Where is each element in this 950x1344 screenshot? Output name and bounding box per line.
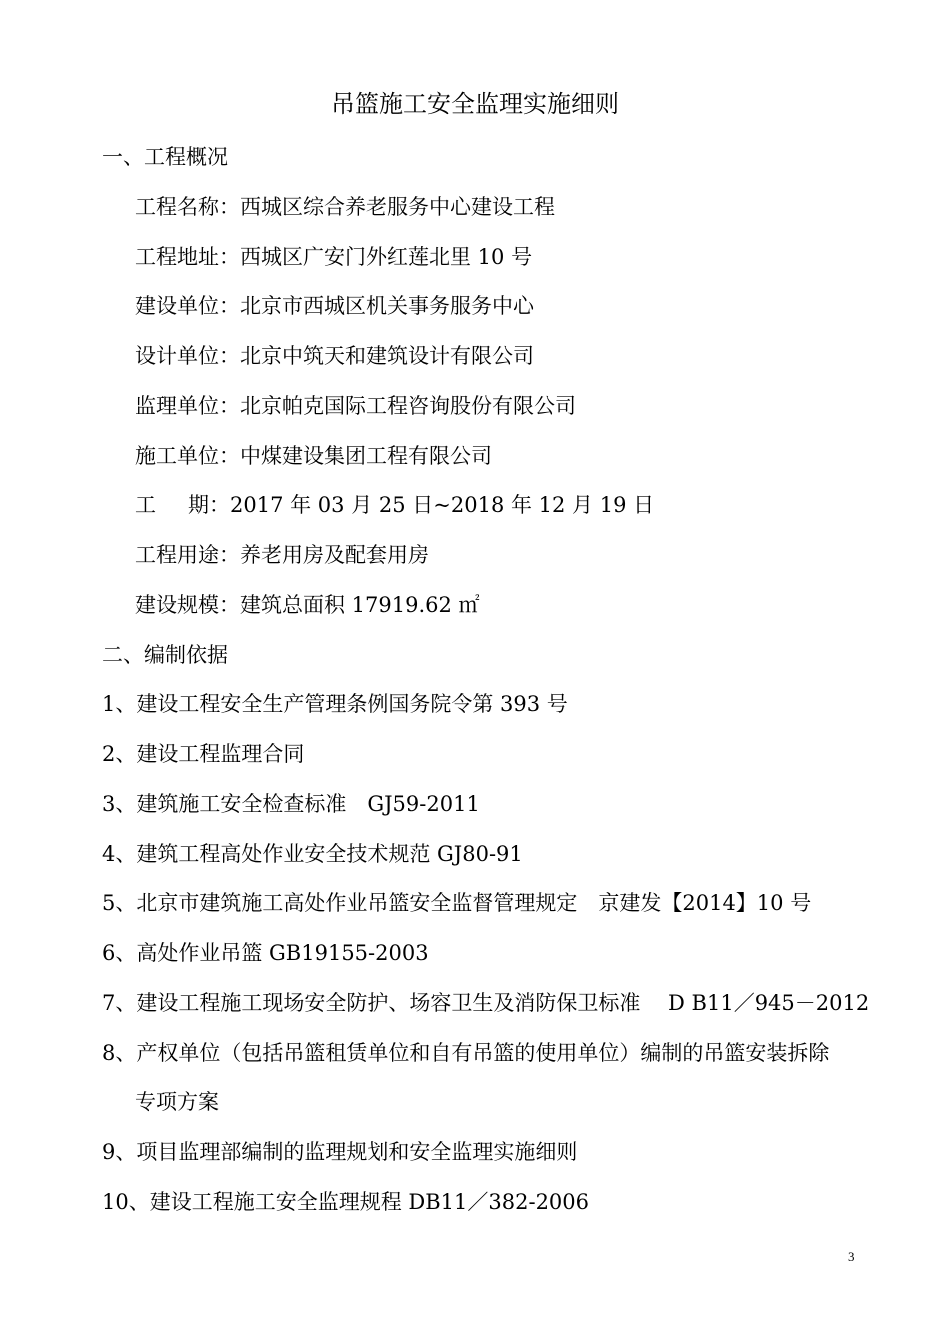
contractor-unit: 施工单位：中煤建设集团工程有限公司 [135, 444, 492, 468]
document-title: 吊篮施工安全监理实施细则 [331, 90, 619, 118]
section-heading-overview: 一、工程概况 [102, 145, 228, 169]
construction-unit: 建设单位：北京市西城区机关事务服务中心 [135, 294, 534, 318]
project-period-label: 工 [135, 493, 156, 517]
basis-item: 7、建设工程施工现场安全防护、场容卫生及消防保卫标准 D B11／945－2012 [102, 991, 870, 1015]
basis-item-continuation: 专项方案 [135, 1090, 219, 1114]
project-period-value: 期：2017 年 03 月 25 日~2018 年 12 月 19 日 [188, 493, 655, 517]
project-address: 工程地址：西城区广安门外红莲北里 10 号 [135, 245, 533, 269]
project-scale: 建设规模：建筑总面积 17919.62 ㎡ [135, 593, 480, 617]
design-unit: 设计单位：北京中筑天和建筑设计有限公司 [135, 344, 534, 368]
basis-item: 9、项目监理部编制的监理规划和安全监理实施细则 [102, 1140, 578, 1164]
section-heading-basis: 二、编制依据 [102, 643, 228, 667]
basis-item: 6、高处作业吊篮 GB19155-2003 [102, 941, 429, 965]
page-number: 3 [848, 1249, 855, 1264]
basis-item: 5、北京市建筑施工高处作业吊篮安全监督管理规定 京建发【2014】10 号 [102, 891, 812, 915]
basis-item: 8、产权单位（包括吊篮租赁单位和自有吊篮的使用单位）编制的吊篮安装拆除 [102, 1041, 830, 1065]
project-name: 工程名称：西城区综合养老服务中心建设工程 [135, 195, 555, 219]
project-usage: 工程用途：养老用房及配套用房 [135, 543, 429, 567]
basis-item: 3、建筑施工安全检查标准 GJ59-2011 [102, 792, 480, 816]
project-period [135, 490, 654, 520]
basis-item: 1、建设工程安全生产管理条例国务院令第 393 号 [102, 692, 568, 716]
basis-item: 4、建筑工程高处作业安全技术规范 GJ80-91 [102, 842, 523, 866]
supervision-unit: 监理单位：北京帕克国际工程咨询股份有限公司 [135, 394, 576, 418]
basis-item: 2、建设工程监理合同 [102, 742, 305, 766]
basis-item: 10、建设工程施工安全监理规程 DB11／382-2006 [102, 1190, 590, 1214]
